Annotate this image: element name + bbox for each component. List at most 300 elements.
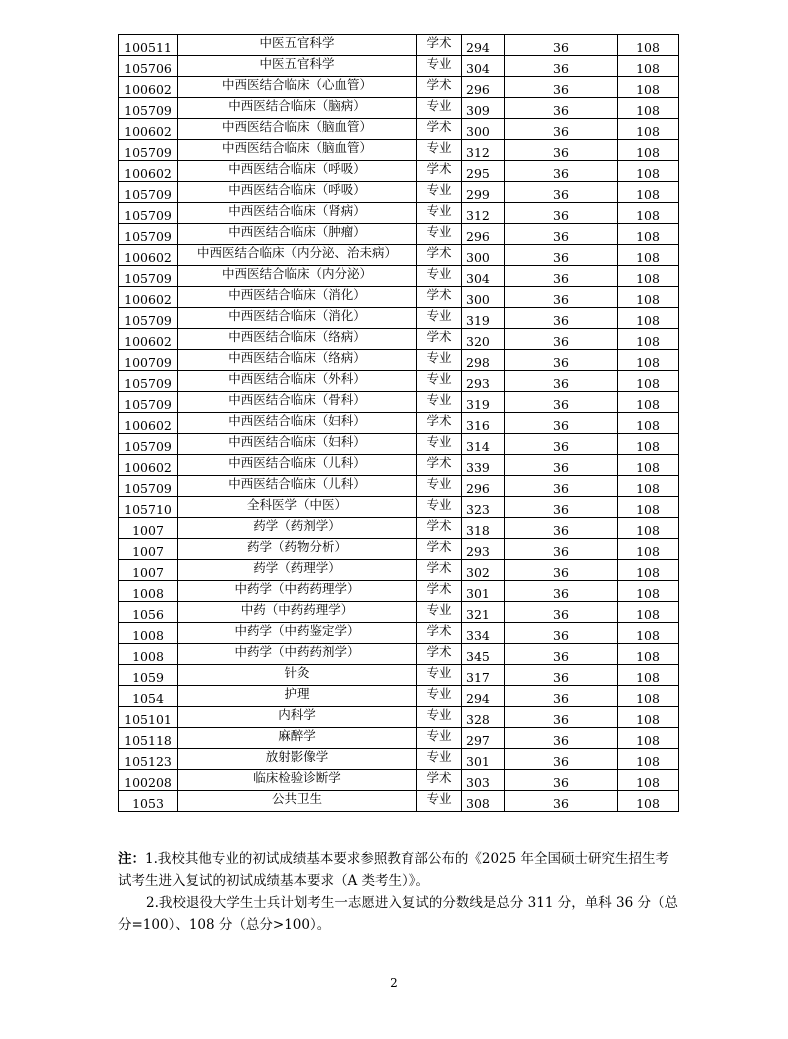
table-row [119,791,679,812]
table-row [119,476,679,497]
major-name-cell [178,665,417,686]
major-code-cell [119,245,178,266]
single-subject-100-cell [505,266,618,287]
major-name-cell [178,329,417,350]
major-code-text: 105709 [124,103,172,118]
table-row [119,77,679,98]
single-subject-over100-cell [618,644,679,665]
single-subject-over100-cell [618,560,679,581]
single-subject-over100-text: 108 [636,439,660,454]
major-code-cell [119,539,178,560]
degree-type-cell [417,266,462,287]
major-code-cell [119,287,178,308]
major-name-text: 中药学（中药药理学） [234,581,360,596]
degree-type-cell [417,413,462,434]
degree-type-text: 学术 [426,413,452,428]
table-row [119,539,679,560]
total-score-text: 293 [466,376,490,391]
single-subject-over100-cell [618,56,679,77]
table-row [119,392,679,413]
total-score-text: 309 [466,103,490,118]
note-2: 2.我校退役大学生士兵计划考生一志愿进入复试的分数线是总分 311 分，单科 36 分（总分=100）、108 分（总分>100）。 [118,895,678,933]
table-row [119,455,679,476]
degree-type-text: 专业 [426,98,452,113]
total-score-text: 334 [466,628,490,643]
major-name-text: 中西医结合临床（儿科） [228,476,366,491]
total-score-cell [462,35,505,56]
total-score-text: 304 [466,271,490,286]
table-row [119,119,679,140]
degree-type-cell [417,497,462,518]
single-subject-100-cell [505,665,618,686]
degree-type-cell [417,56,462,77]
degree-type-text: 学术 [426,287,452,302]
major-name-text: 中药学（中药鉴定学） [234,623,360,638]
major-name-cell [178,245,417,266]
table-row [119,644,679,665]
single-subject-100-text: 36 [553,229,569,244]
single-subject-100-cell [505,245,618,266]
degree-type-cell [417,455,462,476]
single-subject-over100-text: 108 [636,796,660,811]
single-subject-100-text: 36 [553,544,569,559]
single-subject-over100-cell [618,581,679,602]
total-score-text: 304 [466,61,490,76]
total-score-text: 328 [466,712,490,727]
single-subject-over100-text: 108 [636,523,660,538]
major-name-cell [178,182,417,203]
major-code-cell [119,413,178,434]
single-subject-100-cell [505,182,618,203]
total-score-text: 296 [466,82,490,97]
major-code-cell [119,455,178,476]
major-code-cell [119,203,178,224]
degree-type-text: 学术 [426,560,452,575]
major-name-text: 药学（药物分析） [246,539,347,554]
degree-type-cell [417,287,462,308]
total-score-text: 300 [466,250,490,265]
single-subject-over100-text: 108 [636,775,660,790]
single-subject-100-cell [505,77,618,98]
single-subject-100-cell [505,770,618,791]
major-name-cell [178,539,417,560]
single-subject-100-text: 36 [553,754,569,769]
major-name-text: 中西医结合临床（内分泌） [221,266,372,281]
major-code-cell [119,77,178,98]
single-subject-over100-cell [618,497,679,518]
score-table [118,34,679,812]
degree-type-text: 专业 [426,350,452,365]
degree-type-text: 学术 [426,245,452,260]
major-name-text: 中医五官科学 [259,35,335,50]
degree-type-text: 学术 [426,518,452,533]
major-name-text: 中西医结合临床（儿科） [228,455,366,470]
single-subject-100-cell [505,392,618,413]
major-name-text: 中药（中药药理学） [240,602,354,617]
major-code-text: 1007 [132,523,164,538]
major-name-text: 中西医结合临床（消化） [228,287,366,302]
total-score-cell [462,728,505,749]
single-subject-100-text: 36 [553,271,569,286]
table-row [119,140,679,161]
single-subject-over100-cell [618,665,679,686]
total-score-text: 314 [466,439,490,454]
single-subject-over100-cell [618,602,679,623]
single-subject-100-text: 36 [553,292,569,307]
major-code-text: 105709 [124,145,172,160]
single-subject-over100-cell [618,77,679,98]
major-code-cell [119,308,178,329]
major-name-cell [178,287,417,308]
major-code-text: 1008 [132,649,164,664]
total-score-cell [462,245,505,266]
degree-type-text: 专业 [426,56,452,71]
major-code-text: 1056 [132,607,164,622]
single-subject-100-text: 36 [553,166,569,181]
table-row [119,686,679,707]
total-score-text: 319 [466,397,490,412]
major-name-text: 中西医结合临床（络病） [228,350,366,365]
major-code-cell [119,56,178,77]
total-score-cell [462,497,505,518]
total-score-text: 319 [466,313,490,328]
degree-type-cell [417,161,462,182]
single-subject-100-text: 36 [553,40,569,55]
degree-type-text: 学术 [426,455,452,470]
single-subject-over100-text: 108 [636,313,660,328]
major-name-text: 中医五官科学 [259,56,335,71]
table-row [119,749,679,770]
major-code-cell [119,98,178,119]
degree-type-text: 专业 [426,707,452,722]
single-subject-over100-text: 108 [636,250,660,265]
single-subject-over100-cell [618,161,679,182]
major-code-cell [119,728,178,749]
table-row [119,434,679,455]
degree-type-cell [417,728,462,749]
total-score-text: 312 [466,145,490,160]
major-name-cell [178,308,417,329]
major-name-text: 中西医结合临床（骨科） [228,392,366,407]
total-score-cell [462,476,505,497]
major-code-text: 100602 [124,166,172,181]
single-subject-over100-text: 108 [636,418,660,433]
major-code-text: 100709 [124,355,172,370]
major-code-text: 105123 [124,754,172,769]
degree-type-text: 专业 [426,308,452,323]
single-subject-100-cell [505,98,618,119]
major-name-text: 放射影像学 [265,749,329,764]
major-name-cell [178,560,417,581]
total-score-cell [462,56,505,77]
major-code-text: 100602 [124,334,172,349]
major-name-cell [178,371,417,392]
total-score-text: 300 [466,292,490,307]
single-subject-100-cell [505,224,618,245]
major-name-cell [178,77,417,98]
major-code-cell [119,434,178,455]
single-subject-over100-cell [618,791,679,812]
single-subject-100-cell [505,119,618,140]
single-subject-100-text: 36 [553,439,569,454]
total-score-cell [462,161,505,182]
total-score-cell [462,119,505,140]
single-subject-100-text: 36 [553,124,569,139]
total-score-text: 299 [466,187,490,202]
major-name-cell [178,392,417,413]
single-subject-100-text: 36 [553,397,569,412]
degree-type-text: 专业 [426,791,452,806]
major-name-cell [178,35,417,56]
single-subject-over100-cell [618,245,679,266]
major-code-cell [119,707,178,728]
major-code-text: 100602 [124,82,172,97]
total-score-cell [462,350,505,371]
single-subject-100-text: 36 [553,334,569,349]
single-subject-over100-cell [618,329,679,350]
degree-type-cell [417,770,462,791]
single-subject-100-cell [505,371,618,392]
single-subject-over100-text: 108 [636,460,660,475]
major-code-text: 105101 [124,712,172,727]
single-subject-100-text: 36 [553,103,569,118]
table-row [119,707,679,728]
degree-type-cell [417,686,462,707]
major-code-text: 100511 [124,40,172,55]
degree-type-text: 学术 [426,623,452,638]
total-score-text: 293 [466,544,490,559]
degree-type-text: 学术 [426,119,452,134]
major-code-cell [119,770,178,791]
single-subject-100-cell [505,728,618,749]
total-score-cell [462,581,505,602]
single-subject-100-cell [505,434,618,455]
single-subject-over100-cell [618,224,679,245]
table-row [119,602,679,623]
degree-type-text: 专业 [426,266,452,281]
total-score-cell [462,140,505,161]
single-subject-over100-text: 108 [636,376,660,391]
single-subject-over100-text: 108 [636,481,660,496]
degree-type-text: 学术 [426,770,452,785]
single-subject-over100-text: 108 [636,166,660,181]
table-row [119,329,679,350]
major-name-cell [178,749,417,770]
total-score-text: 300 [466,124,490,139]
table-row [119,266,679,287]
major-name-text: 护理 [284,686,310,701]
single-subject-100-text: 36 [553,649,569,664]
table-row [119,728,679,749]
major-code-text: 105118 [124,733,172,748]
degree-type-cell [417,644,462,665]
total-score-text: 316 [466,418,490,433]
single-subject-100-text: 36 [553,460,569,475]
single-subject-100-cell [505,707,618,728]
major-name-text: 中西医结合临床（脑血管） [221,140,372,155]
degree-type-cell [417,476,462,497]
major-code-text: 105710 [124,502,172,517]
degree-type-cell [417,119,462,140]
single-subject-over100-cell [618,35,679,56]
major-name-text: 公共卫生 [271,791,322,806]
single-subject-over100-cell [618,140,679,161]
degree-type-text: 学术 [426,77,452,92]
single-subject-100-text: 36 [553,796,569,811]
table-row [119,203,679,224]
major-code-cell [119,392,178,413]
table-row [119,770,679,791]
single-subject-over100-text: 108 [636,397,660,412]
major-code-text: 100602 [124,460,172,475]
total-score-cell [462,182,505,203]
major-name-cell [178,56,417,77]
major-code-cell [119,686,178,707]
degree-type-cell [417,308,462,329]
table-row [119,224,679,245]
major-name-cell [178,455,417,476]
major-code-cell [119,161,178,182]
table-row [119,497,679,518]
table-row [119,245,679,266]
total-score-cell [462,77,505,98]
single-subject-over100-cell [618,518,679,539]
note-1 [118,848,678,892]
single-subject-100-text: 36 [553,712,569,727]
single-subject-over100-cell [618,287,679,308]
total-score-cell [462,665,505,686]
single-subject-over100-cell [618,728,679,749]
major-name-cell [178,602,417,623]
degree-type-cell [417,581,462,602]
single-subject-100-text: 36 [553,376,569,391]
degree-type-cell [417,434,462,455]
degree-type-cell [417,371,462,392]
table-row [119,161,679,182]
major-code-cell [119,665,178,686]
major-code-cell [119,518,178,539]
single-subject-over100-text: 108 [636,628,660,643]
table-row [119,581,679,602]
total-score-cell [462,329,505,350]
major-name-cell [178,98,417,119]
major-code-text: 105709 [124,439,172,454]
major-code-cell [119,476,178,497]
major-name-cell [178,728,417,749]
table-row [119,287,679,308]
degree-type-text: 学术 [426,581,452,596]
total-score-cell [462,518,505,539]
major-code-cell [119,749,178,770]
table-row [119,371,679,392]
total-score-text: 301 [466,754,490,769]
degree-type-text: 专业 [426,203,452,218]
major-code-cell [119,119,178,140]
table-row [119,35,679,56]
single-subject-100-cell [505,560,618,581]
major-code-text: 105709 [124,376,172,391]
degree-type-text: 专业 [426,728,452,743]
single-subject-100-text: 36 [553,565,569,580]
degree-type-text: 专业 [426,602,452,617]
table-row [119,665,679,686]
total-score-text: 308 [466,796,490,811]
major-name-cell [178,140,417,161]
single-subject-100-cell [505,623,618,644]
single-subject-over100-text: 108 [636,502,660,517]
degree-type-text: 专业 [426,140,452,155]
major-name-cell [178,644,417,665]
single-subject-100-cell [505,56,618,77]
degree-type-cell [417,602,462,623]
single-subject-100-cell [505,644,618,665]
single-subject-over100-cell [618,476,679,497]
single-subject-over100-text: 108 [636,271,660,286]
major-name-text: 药学（药剂学） [253,518,341,533]
single-subject-100-cell [505,308,618,329]
total-score-cell [462,686,505,707]
single-subject-100-cell [505,413,618,434]
single-subject-over100-cell [618,770,679,791]
major-code-cell [119,182,178,203]
degree-type-cell [417,539,462,560]
total-score-cell [462,413,505,434]
single-subject-over100-text: 108 [636,124,660,139]
single-subject-100-text: 36 [553,313,569,328]
major-name-text: 中西医结合临床（呼吸） [228,182,366,197]
major-name-text: 中西医结合临床（呼吸） [228,161,366,176]
single-subject-over100-cell [618,266,679,287]
major-code-text: 1008 [132,586,164,601]
total-score-cell [462,266,505,287]
single-subject-100-text: 36 [553,691,569,706]
single-subject-100-cell [505,476,618,497]
major-name-text: 中西医结合临床（消化） [228,308,366,323]
degree-type-text: 专业 [426,476,452,491]
degree-type-cell [417,560,462,581]
degree-type-text: 学术 [426,644,452,659]
single-subject-over100-text: 108 [636,754,660,769]
major-name-cell [178,266,417,287]
table-row [119,98,679,119]
major-code-text: 100602 [124,124,172,139]
major-name-cell [178,224,417,245]
total-score-cell [462,434,505,455]
note-label: 注： [118,851,145,867]
total-score-text: 320 [466,334,490,349]
table-row [119,56,679,77]
single-subject-100-text: 36 [553,523,569,538]
major-name-cell [178,518,417,539]
major-name-text: 全科医学（中医） [246,497,347,512]
single-subject-over100-cell [618,119,679,140]
major-name-text: 中西医结合临床（肿瘤） [228,224,366,239]
degree-type-text: 专业 [426,371,452,386]
total-score-text: 312 [466,208,490,223]
table-row [119,413,679,434]
major-code-cell [119,581,178,602]
single-subject-100-cell [505,287,618,308]
total-score-text: 296 [466,229,490,244]
single-subject-100-text: 36 [553,481,569,496]
major-name-cell [178,770,417,791]
major-code-text: 1054 [132,691,164,706]
major-code-cell [119,371,178,392]
major-code-text: 1059 [132,670,164,685]
degree-type-text: 学术 [426,329,452,344]
major-name-text: 中西医结合临床（妇科） [228,434,366,449]
major-code-text: 105706 [124,61,172,76]
